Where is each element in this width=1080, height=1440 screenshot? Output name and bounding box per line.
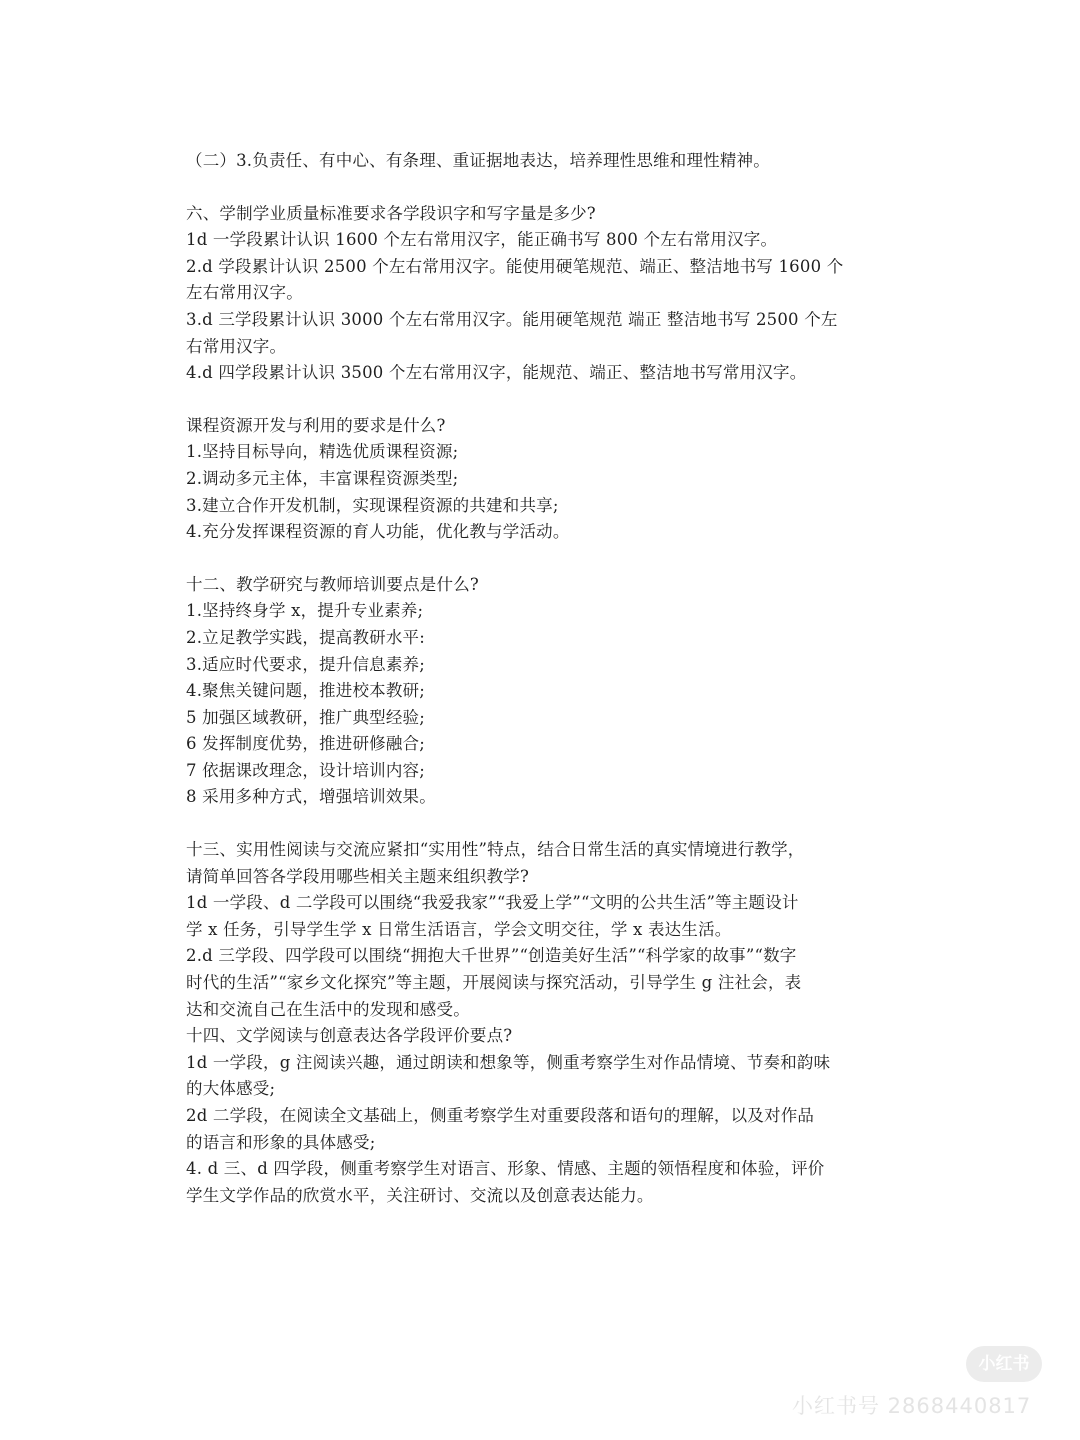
text-line: 3.d 三学段累计认识 3000 个左右常用汉字。能用硬笔规范 端正 整洁地书写 2500 个左 xyxy=(186,309,838,329)
question-heading: 十三、实用性阅读与交流应紧扣“实用性”特点，结合日常生活的真实情境进行教学， xyxy=(186,840,805,860)
document-page xyxy=(186,148,898,1209)
paragraph-gap xyxy=(186,175,898,201)
section-teacher-training xyxy=(186,572,898,811)
text-line: （二）3.负责任、有中心、有条理、重证据地表达，培养理性思维和理性精神。 xyxy=(186,151,770,170)
text-line: 7 依据课改理念，设计培训内容; xyxy=(186,760,426,780)
section-practical-reading xyxy=(186,837,898,1209)
paragraph-gap xyxy=(186,811,898,837)
paragraph-gap xyxy=(186,387,898,413)
text-line: 2.d 三学段、四学段可以围绕“拥抱大千世界”“创造美好生活”“科学家的故事”“数字 xyxy=(186,946,797,966)
section-expression xyxy=(186,148,898,175)
text-line: 1d 一学段累计认识 1600 个左右常用汉字，能正确书写 800 个左右常用汉字。 xyxy=(186,230,778,250)
text-line: 2.d 学段累计认识 2500 个左右常用汉字。能使用硬笔规范、端正、整洁地书写 1600 个 xyxy=(186,256,844,276)
text-line: 达和交流自己在生活中的发现和感受。 xyxy=(186,999,470,1019)
text-line: 右常用汉字。 xyxy=(186,336,287,356)
text-line: 的语言和形象的具体感受; xyxy=(186,1132,376,1152)
text-line: 4. d 三、d 四学段，侧重考察学生对语言、形象、情感、主题的领悟程度和体验，评价 xyxy=(186,1159,825,1179)
text-line: 时代的生活”“家乡文化探究”等主题，开展阅读与探究活动，引导学生 g 注社会，表 xyxy=(186,973,802,993)
section-course-resources xyxy=(186,413,898,546)
text-line: 请简单回答各学段用哪些相关主题来组织教学? xyxy=(186,866,530,886)
text-line: 学生文学作品的欣赏水平，关注研讨、交流以及创意表达能力。 xyxy=(186,1185,654,1205)
text-line: 4.聚焦关键问题，推进校本教研; xyxy=(186,681,426,701)
text-line: 2.立足教学实践，提高教研水平: xyxy=(186,627,426,647)
text-line: 学 x 任务，引导学生学 x 日常生活语言，学会文明交往，学 x 表达生活。 xyxy=(186,919,732,939)
text-line: 3.适应时代要求，提升信息素养; xyxy=(186,654,426,674)
text-line: 1d 一学段，g 注阅读兴趣，通过朗读和想象等，侧重考察学生对作品情境、节奏和韵味 xyxy=(186,1052,831,1072)
account-id-watermark: 小红书号 2868440817 xyxy=(792,1394,1032,1418)
text-line: 的大体感受; xyxy=(186,1079,276,1099)
question-heading: 十四、文学阅读与创意表达各学段评价要点? xyxy=(186,1026,513,1046)
text-line: 8 采用多种方式，增强培训效果。 xyxy=(186,787,436,807)
text-line: 3.建立合作开发机制，实现课程资源的共建和共享; xyxy=(186,495,559,515)
section-literacy-quantity xyxy=(186,201,898,387)
text-line: 1.坚持终身学 x，提升专业素养; xyxy=(186,601,424,621)
question-heading: 课程资源开发与利用的要求是什么? xyxy=(186,415,446,435)
text-line: 2.调动多元主体，丰富课程资源类型; xyxy=(186,468,459,488)
xiaohongshu-logo-watermark: 小红书 xyxy=(966,1346,1042,1382)
text-line: 2d 二学段，在阅读全文基础上，侧重考察学生对重要段落和语句的理解，以及对作品 xyxy=(186,1106,815,1125)
text-line: 4.d 四学段累计认识 3500 个左右常用汉字，能规范、端正、整洁地书写常用汉字。 xyxy=(186,363,807,383)
text-line: 4.充分发挥课程资源的育人功能，优化教与学活动。 xyxy=(186,522,570,542)
text-line: 左右常用汉字。 xyxy=(186,283,303,303)
text-line: 6 发挥制度优势，推进研修融合; xyxy=(186,734,426,754)
question-heading: 六、学制学业质量标准要求各学段识字和写字量是多少? xyxy=(186,203,596,223)
text-line: 1d 一学段、d 二学段可以围绕“我爱我家”“我爱上学”“文明的公共生活”等主题设计 xyxy=(186,893,799,913)
paragraph-gap xyxy=(186,546,898,572)
text-line: 5 加强区域教研，推广典型经验; xyxy=(186,707,426,727)
text-line: 1.坚持目标导向，精选优质课程资源; xyxy=(186,442,459,462)
question-heading: 十二、教学研究与教师培训要点是什么? xyxy=(186,574,479,594)
